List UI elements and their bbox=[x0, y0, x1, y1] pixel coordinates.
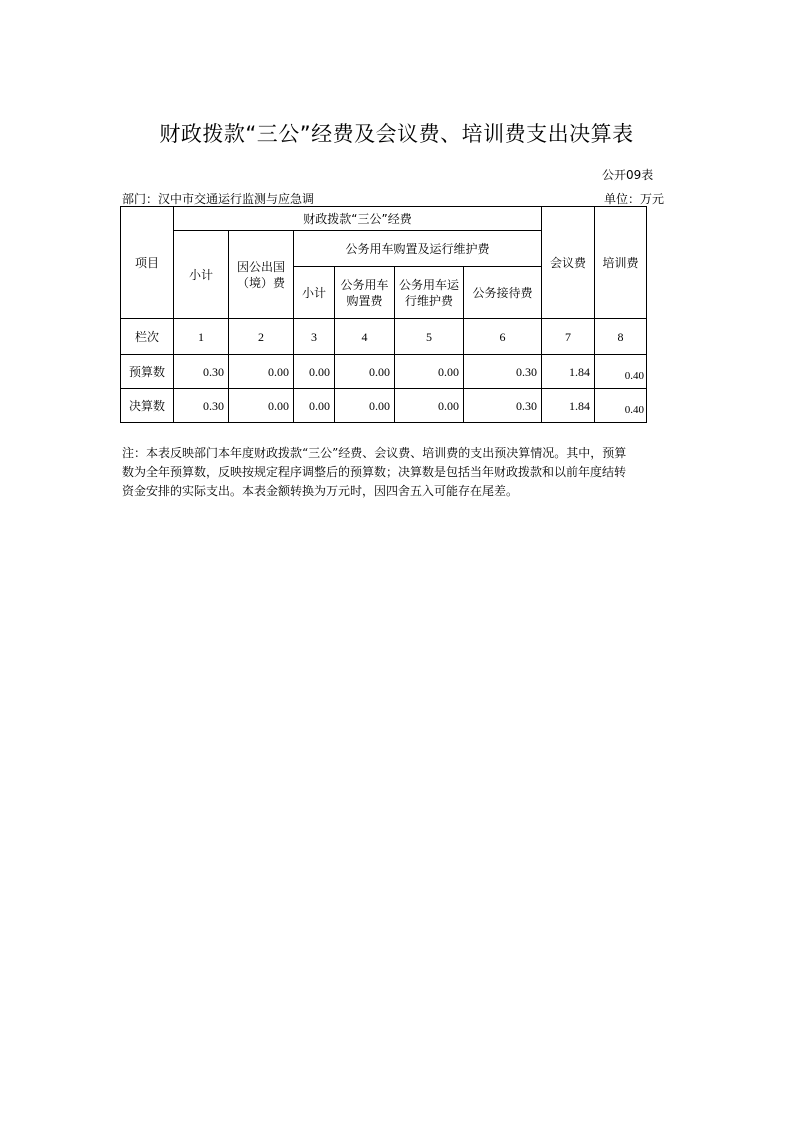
row-label: 决算数 bbox=[121, 389, 174, 423]
header-vehicle-operation bbox=[395, 267, 464, 319]
table-row-budget bbox=[121, 355, 647, 389]
expense-table bbox=[120, 206, 647, 423]
unit-label: 单位：万元 bbox=[604, 192, 665, 206]
value-cell: 0.00 bbox=[395, 389, 464, 423]
value-cell bbox=[595, 355, 647, 389]
header-vehicle-group: 公务用车购置及运行维护费 bbox=[294, 231, 542, 267]
header-vehicle-purchase bbox=[335, 267, 395, 319]
department-label: 部门：汉中市交通运行监测与应急调 bbox=[122, 192, 315, 206]
index-cell: 4 bbox=[335, 319, 395, 355]
value-cell: 0.00 bbox=[294, 355, 335, 389]
header-subtotal: 小计 bbox=[174, 231, 229, 319]
table-row-index bbox=[121, 319, 647, 355]
header-vehicle-subtotal: 小计 bbox=[294, 267, 335, 319]
header-vehicle-purchase-line2: 购置费 bbox=[346, 293, 383, 308]
header-abroad-fee-line2: （境）费 bbox=[236, 275, 285, 290]
value-text: 0.40 bbox=[624, 404, 644, 416]
value-cell: 0.30 bbox=[464, 389, 542, 423]
value-cell: 0.00 bbox=[335, 389, 395, 423]
value-text: 0.40 bbox=[624, 370, 644, 382]
header-vehicle-operation-line2: 行维护费 bbox=[404, 293, 453, 308]
header-training-fee: 培训费 bbox=[595, 207, 647, 319]
header-vehicle-purchase-line1: 公务用车 bbox=[340, 277, 389, 292]
form-code: 公开09表 bbox=[602, 168, 654, 182]
value-cell: 0.00 bbox=[294, 389, 335, 423]
value-cell: 0.30 bbox=[464, 355, 542, 389]
header-item: 项目 bbox=[121, 207, 174, 319]
value-cell: 0.00 bbox=[229, 389, 294, 423]
header-reception-fee: 公务接待费 bbox=[464, 267, 542, 319]
index-cell: 3 bbox=[294, 319, 335, 355]
value-cell: 0.00 bbox=[229, 355, 294, 389]
table-row-final bbox=[121, 389, 647, 423]
header-three-public-group: 财政拨款“三公”经费 bbox=[174, 207, 542, 231]
value-cell: 1.84 bbox=[542, 355, 595, 389]
index-cell: 8 bbox=[595, 319, 647, 355]
value-cell: 0.30 bbox=[174, 389, 229, 423]
value-cell: 0.30 bbox=[174, 355, 229, 389]
header-abroad-fee-line1: 因公出国 bbox=[236, 259, 285, 274]
footnote: 注：本表反映部门本年度财政拨款“三公”经费、会议费、培训费的支出预决算情况。其中，预算数为全年预算数，反映按规定程序调整后的预算数；决算数是包括当年财政拨款和以前年度结转资金安排的实际支出。本表金额转换为万元时，因四舍五入可能存在尾差。 bbox=[122, 446, 627, 498]
index-cell: 1 bbox=[174, 319, 229, 355]
index-cell: 5 bbox=[395, 319, 464, 355]
value-cell: 1.84 bbox=[542, 389, 595, 423]
row-label: 栏次 bbox=[121, 319, 174, 355]
index-cell: 6 bbox=[464, 319, 542, 355]
index-cell: 7 bbox=[542, 319, 595, 355]
value-cell: 0.00 bbox=[335, 355, 395, 389]
row-label: 预算数 bbox=[121, 355, 174, 389]
page-title: 财政拨款“三公”经费及会议费、培训费支出决算表 bbox=[159, 122, 634, 146]
header-abroad-fee bbox=[229, 231, 294, 319]
value-cell bbox=[595, 389, 647, 423]
value-cell: 0.00 bbox=[395, 355, 464, 389]
header-vehicle-operation-line1: 公务用车运 bbox=[398, 277, 459, 292]
header-meeting-fee: 会议费 bbox=[542, 207, 595, 319]
index-cell: 2 bbox=[229, 319, 294, 355]
